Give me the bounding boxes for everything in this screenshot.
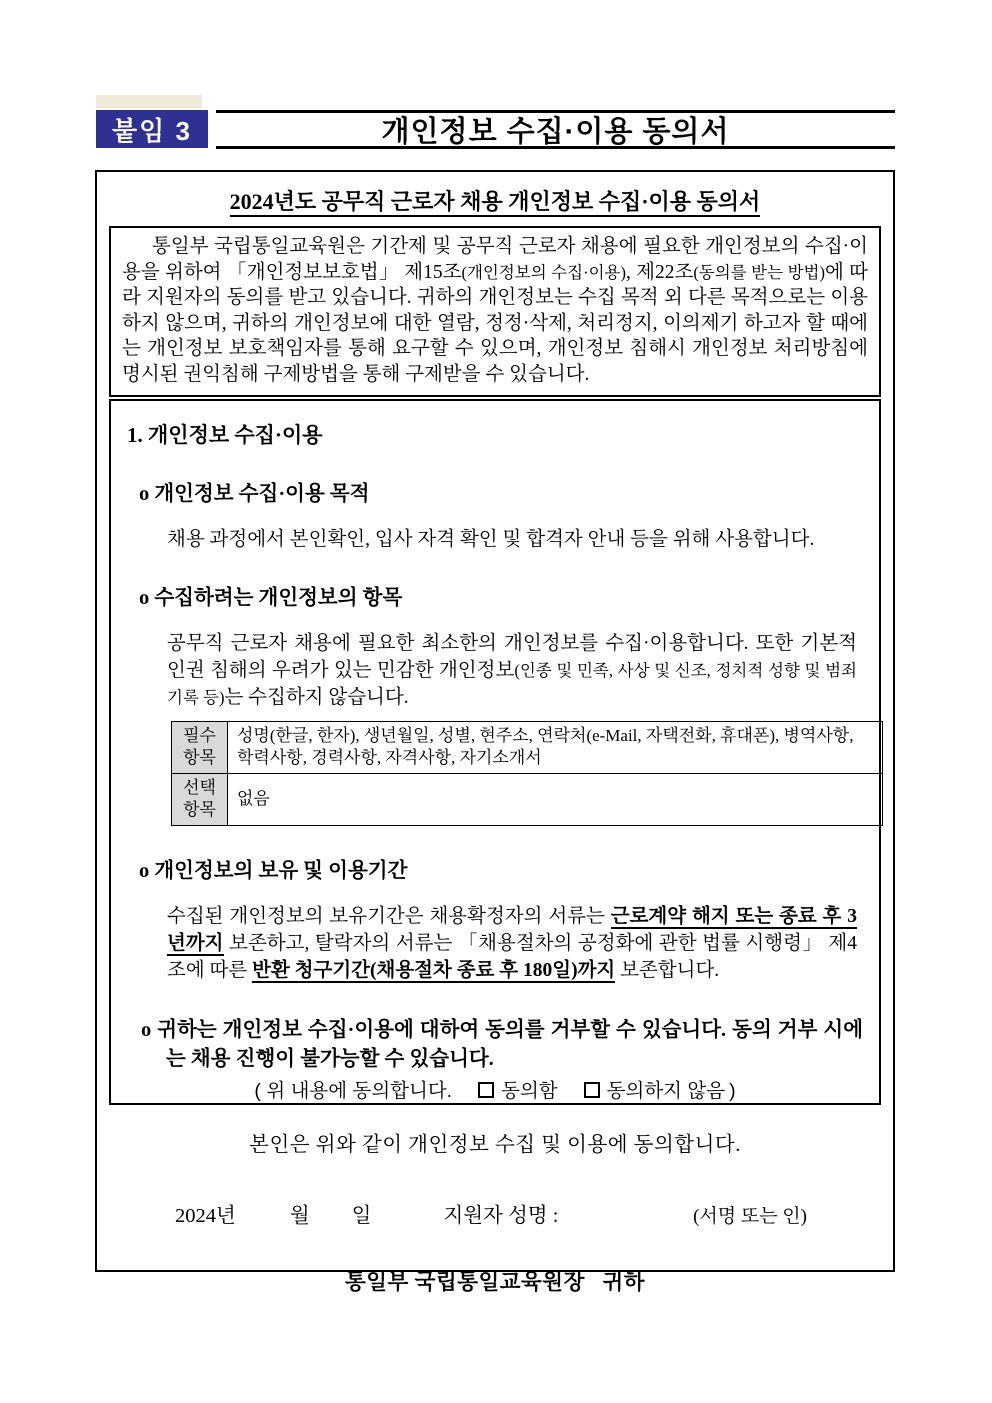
intro-segment: 통일부 국립통일교육원은 기간제 및 공무직 근로자 채용에 필요한 개인정보의 수집·이용을 위하여 「개인정보보호법」 제15조 [122, 236, 868, 283]
required-items-value: 성명(한글, 한자), 생년월일, 성별, 현주소, 연락처(e-Mail, 자택전화, 휴대폰), 병역사항, 학력사항, 경력사항, 자격사항, 자기소개서 [228, 721, 883, 773]
items-body-segment: 공무직 근로자 채용에 필요한 최소한의 개인정보를 수집·이용합니다. 또한 기본적 인권 침해의 우려가 있는 민감한 개인정보 [167, 632, 857, 681]
disagree-checkbox[interactable] [584, 1082, 600, 1098]
consent-form-box [95, 170, 895, 1294]
signature-row [175, 1198, 807, 1228]
items-body-segment: 는 수집하지 않습니다. [224, 686, 409, 708]
page-title: 개인정보 수집·이용 동의서 [381, 116, 730, 148]
purpose-body: 채용 과정에서 본인확인, 입사 자격 확인 및 합격자 안내 등을 위해 사용합니다. [167, 528, 815, 550]
items-body-paren: (인종 및 민족, 사상 및 신조, 정치적 성향 및 범죄기록 등) [167, 660, 857, 707]
optional-items-label: 선택 항목 [172, 773, 228, 825]
seal-note: (서명 또는 인) [693, 1205, 807, 1227]
refusal-text: 귀하는 개인정보 수집·이용에 대하여 동의를 거부할 수 있습니다. 동의 거부 시에는 채용 진행이 불가능할 수 있습니다. [157, 1018, 864, 1071]
retention-body [167, 903, 857, 984]
personal-info-items-table [171, 721, 883, 826]
retention-segment: 수집된 개인정보의 보유기간은 채용확정자의 서류는 [167, 905, 611, 927]
intro-segment-paren: (개인정보의 수집·이용) [461, 262, 626, 282]
form-title [97, 185, 893, 216]
retention-segment: 보존하고, 탈락자의 서류는 「채용절차의 공정화에 관한 법률 시행령」 제4조에 따른 [167, 932, 857, 981]
form-title-text: 2024년도 공무직 근로자 채용 개인정보 수집·이용 동의서 [230, 189, 761, 217]
consent-selection-row [123, 1075, 867, 1103]
section-content-box [109, 399, 881, 1105]
intro-segment-paren: (동의를 받는 방법) [693, 262, 825, 282]
signature-month: 월 [289, 1204, 310, 1227]
intro-paragraph-box [109, 226, 881, 397]
scan-artifact-strip [96, 95, 202, 108]
table-row-optional [172, 773, 883, 825]
recipient-line: 통일부 국립통일교육원장 귀하 [345, 1269, 645, 1294]
purpose-heading: o 개인정보 수집·이용 목적 [139, 482, 370, 505]
items-body [167, 630, 857, 711]
refusal-note [141, 1016, 863, 1075]
retention-emphasis: 근로계약 해지 또는 종료 후 3년까지 [167, 905, 857, 954]
retention-heading: o 개인정보의 보유 및 이용기간 [139, 859, 408, 882]
refusal-bullet: o [141, 1018, 152, 1041]
intro-segment: , 제22조 [625, 261, 694, 283]
attachment-badge-label: 붙임 3 [112, 115, 192, 146]
applicant-name-label: 지원자 성명 : [443, 1204, 559, 1227]
retention-segment: 보존합니다. [615, 959, 720, 981]
attachment-badge [96, 110, 208, 148]
required-items-label: 필수 항목 [172, 721, 228, 773]
consent-suffix: ) [729, 1079, 736, 1102]
agree-checkbox[interactable] [478, 1082, 494, 1098]
items-heading: o 수집하려는 개인정보의 항목 [139, 586, 403, 609]
disagree-label[interactable]: 동의하지 않음 [606, 1079, 726, 1102]
signature-day: 일 [351, 1204, 372, 1227]
retention-emphasis: 반환 청구기간(채용절차 종료 후 180일)까지 [252, 959, 616, 981]
section1-heading: 1. 개인정보 수집·이용 [127, 422, 323, 447]
consent-prefix: ( 위 내용에 동의합니다. [254, 1079, 453, 1102]
intro-segment: 에 따라 지원자의 동의를 받고 있습니다. 귀하의 개인정보는 수집 목적 외 다른 목적으로는 이용하지 않으며, 귀하의 개인정보에 대한 열람, 정정·삭제, 처리정지, 이의제기 하고자 할 때에는 개인정보 보호책임자를 통해 요구할 수 있으며, 개인정보 침해시 개인정보 처리방침에 명시된 권익침해 구제방법을 통해 구제받을 수 있습니다. [122, 261, 868, 385]
agree-label[interactable]: 동의함 [501, 1079, 558, 1102]
signature-year: 2024년 [175, 1204, 236, 1227]
optional-items-value: 없음 [228, 773, 883, 825]
affirmation-statement: 본인은 위와 같이 개인정보 수집 및 이용에 동의합니다. [249, 1133, 741, 1156]
table-row-required [172, 721, 883, 773]
header-rule [216, 110, 895, 149]
